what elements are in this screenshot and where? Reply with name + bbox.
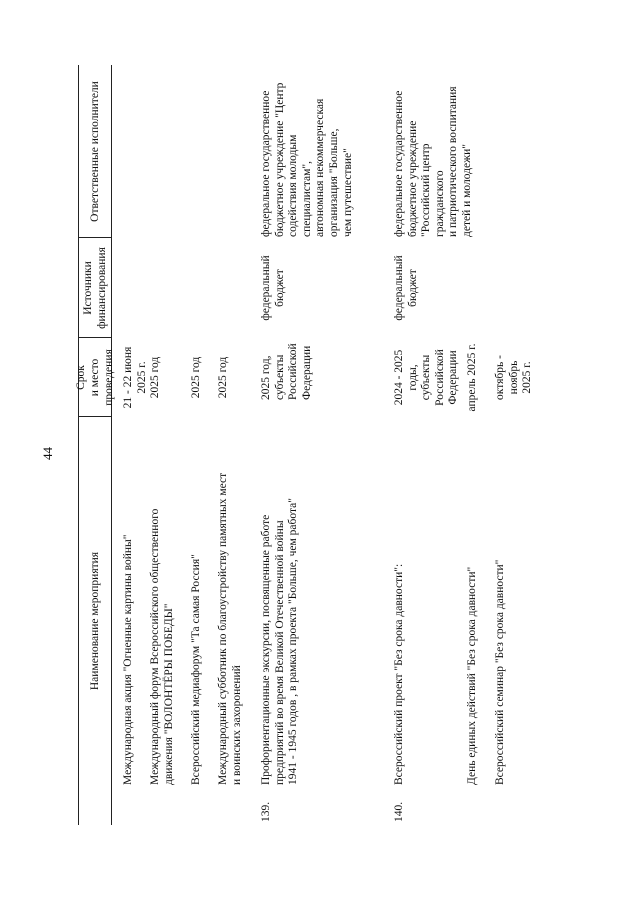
table-row-executors: федеральное государственное бюджетное учреждение "Центр содействия молодым специалистам", автономная некоммерческая организация "Больше, чем путешествие"	[260, 82, 354, 237]
table-row-source: федеральный бюджет	[393, 255, 419, 321]
table-row-name: Международный форум Всероссийского общественного движения "ВОЛОНТЁРЫ ПОБЕДЫ"	[149, 508, 175, 785]
header-term: Срок и место проведения	[75, 349, 115, 406]
table-row-term: 2025 год, субъекты Российской Федерации	[260, 343, 313, 400]
table-row-name: Всероссийский проект "Без срока давности":	[393, 563, 405, 785]
table-header-rule	[111, 65, 112, 825]
header-name: Наименование мероприятия	[89, 551, 101, 691]
table-row-name: Профориентационные экскурсии, посвященные работе предприятий во время Великой Отечественной войны 1941 - 1945 годов , в рамках проекта "Больше, чем работа"	[260, 498, 300, 785]
table-row-term: октябрь - ноябрь 2025 г.	[494, 355, 534, 400]
table-row-number: 139.	[260, 801, 272, 822]
table-row-name: Всероссийский семинар "Без срока давности"	[494, 559, 506, 785]
header-source: Источники финансирования	[82, 247, 108, 329]
table-row-term: 2025 год	[190, 356, 202, 399]
table-row-name: Всероссийский медиафорум "Та самая Россия"	[190, 554, 202, 785]
page-number: 44	[40, 447, 55, 460]
table-row-name: Международная акция "Огненные картины войны"	[122, 534, 134, 785]
table-row-number: 140.	[393, 801, 405, 822]
table-row-name: День единых действий "Без срока давности"	[466, 566, 478, 785]
table-top-rule	[78, 65, 79, 825]
table-row-term: 2025 год	[217, 356, 229, 399]
table-row-term: апрель 2025 г.	[466, 343, 478, 412]
table-row-name: Международный субботник по благоустройству памятных мест и воинских захоронений	[217, 472, 243, 785]
table-row-term: 21 - 22 июня 2025 г.	[122, 346, 148, 409]
header-executors: Ответственные исполнители	[89, 81, 101, 222]
table-row-source: федеральный бюджет	[260, 255, 286, 321]
table-row-term: 2024 - 2025 годы, субъекты Российской Федерации	[393, 349, 460, 406]
table-row-executors: федеральное государственное бюджетное учреждение "Российский центр гражданского и патриотического воспитания детей и молодежи"	[393, 86, 473, 237]
table-row-term: 2025 год	[149, 356, 161, 399]
